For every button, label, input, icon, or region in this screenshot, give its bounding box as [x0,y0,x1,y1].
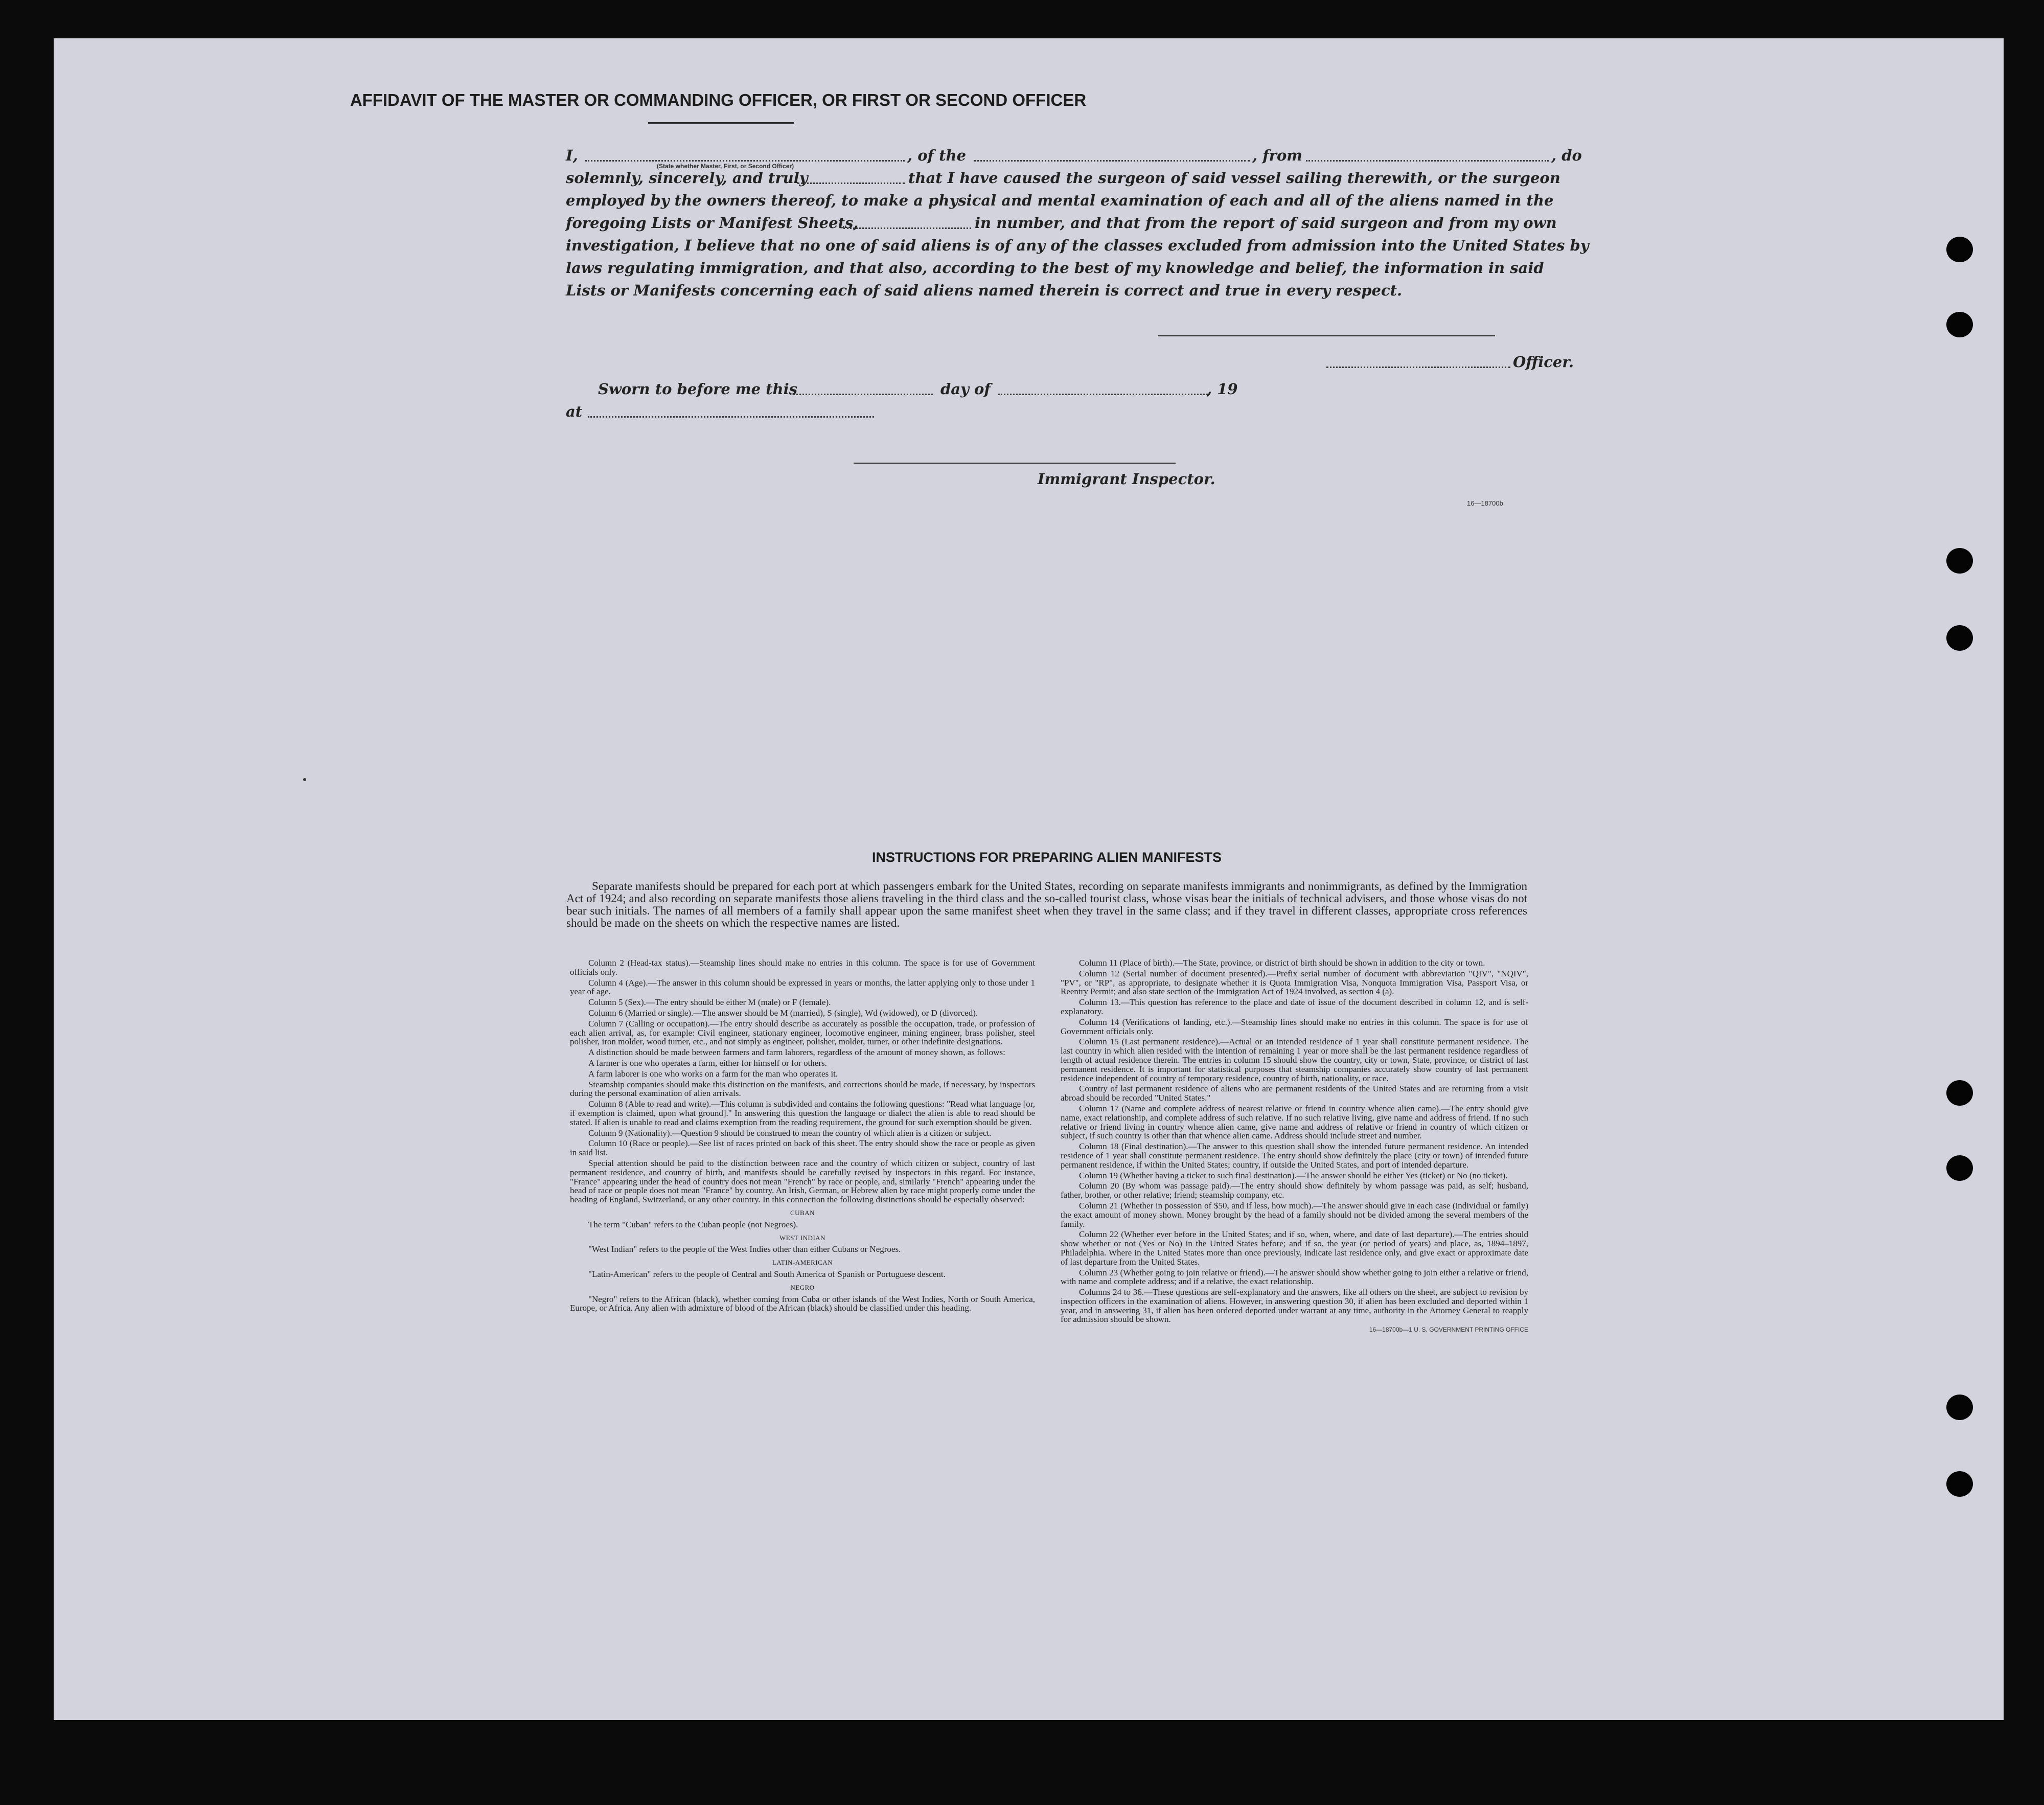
instruction-col12: Column 12 (Serial number of document presented).—Prefix serial number of document with abbreviation "QIV", "NQIV", "PV", or "RP", as appropriate, to designate whether it is Quota Immigration Visa, Nonquota Immigration Visa, Passport Visa, or Reentry Permit; and also state section of the Immigration Act of 1924 involved, as section 4 (a). [1061,968,1528,997]
affidavit-line2a: solemnly, sincerely, and truly [566,169,808,187]
instruction-col11: Column 11 (Place of birth).—The State, province, or district of birth should be shown in addition to the city or town. [1079,958,1485,968]
instructions-right-column [1061,958,1528,1335]
vessel-name-blank [974,160,1250,162]
affidavit-line1-from: , from [1252,147,1302,164]
instruction-col21: Column 21 (Whether in possession of $50, and if less, how much).—The answer should give in each case (individual or family) the exact amount of money shown. Money brought by the head of a family should not be divided among the several members of the family. [1061,1200,1528,1229]
instruction-col19: Column 19 (Whether having a ticket to such final destination).—The answer should be either Yes (ticket) or No (no ticket). [1079,1170,1508,1180]
definition-negro: "Negro" refers to the African (black), whether coming from Cuba or other islands of the West Indies, North or South America, Europe, or Africa. Any alien with admixture of blood of the African (black) should be classified under this heading. [570,1294,1035,1313]
instruction-col17: Column 17 (Name and complete address of nearest relative or friend in country whence alien came).—The entry should give name, exact relationship, and complete address of such relative. If no such relative living, give name and address of friend. If no such relative or friend living in country whence alien came, give name and address of relative or friend in country of which citizen or subject, if such country is other than that whence alien came. Address should include street and number. [1061,1103,1528,1141]
instruction-col18: Column 18 (Final destination).—The answer to this question shall show the intended future permanent residence. An intended residence of 1 year shall constitute permanent residence. The entry should show definitely the place (city or town) of intended future permanent residence, if within the United States; country, if outside the United States, and port of intended departure. [1061,1141,1528,1170]
instructions-left-column [570,958,1035,1314]
instruction-col6: Column 6 (Married or single).—The answer should be M (married), S (single), Wd (widowed), or D (divorced). [588,1008,978,1018]
instruction-col14: Column 14 (Verifications of landing, etc.).—Steamship lines should make no entries in this column. The space is for use of Government officials only. [1061,1017,1528,1036]
instruction-col4: Column 4 (Age).—The answer in this column should be expressed in years or months, the latter applying only to those under 1 year of age. [570,977,1035,997]
affidavit-line3: employed by the owners thereof, to make a physical and mental examination of each and all of the aliens named in the [566,192,1554,209]
instruction-col13: Column 13.—This question has reference to the place and date of issue of the document described in column 12, and is self-explanatory. [1061,997,1528,1016]
affidavit-line1-do: , do [1551,147,1582,164]
punch-hole [1946,625,1973,651]
definition-west-indian: "West Indian" refers to the people of the West Indies other than either Cubans or Negroes. [588,1244,901,1254]
title-underline [648,122,794,124]
affidavit-line1-of-the: , of the [907,147,967,164]
officer-note: (State whether Master, First, or Second Officer) [657,163,794,170]
punch-hole [1946,1080,1973,1106]
oath-blank [797,182,905,184]
stray-mark [303,778,306,781]
sworn-day-blank [790,394,933,395]
affidavit-line4b: in number, and that from the report of said surgeon and from my own [975,214,1557,232]
officer-label: Officer. [1513,353,1574,371]
instruction-col7: Column 7 (Calling or occupation).—The entry should describe as accurately as possible the occupation, trade, or profession of each alien arrival, as, for example: Civil engineer, stationary engineer, locomotive engineer, mining engineer, brass polisher, steel polisher, iron molder, wood turner, etc., and not simply as engineer, polisher, molder, turner, or other indefinite designations. [570,1018,1035,1047]
sworn-b: day of [940,380,991,398]
inspector-label: Immigrant Inspector. [1038,470,1215,488]
sworn-c: , 19 [1207,380,1238,398]
heading-latin-american: LATIN-AMERICAN [772,1259,833,1267]
gpo-footer: 16—18700b—1 U. S. GOVERNMENT PRINTING OFFICE [1369,1326,1528,1334]
punch-hole [1946,312,1973,337]
port-blank [1306,160,1549,162]
at-place-blank [588,416,874,418]
affidavit-line7: Lists or Manifests concerning each of said aliens named therein is correct and true in every respect. [566,282,1403,299]
affidavit-line1-i: I, [566,147,578,164]
instruction-special-attention: Special attention should be paid to the distinction between race and the country of which citizen or subject, country of last permanent residence, and country of birth, and manifests should be carefully revised by inspectors in this regard. For instance, "France" appearing under the head of country does not mean "French" by race or people, and, similarly "French" appearing under the head of race or people does not mean "France" by country. An Irish, German, or Hebrew alien by race might properly come under the heading of England, Switzerland, or any other country. In this connection the following distinctions should be especially observed: [570,1158,1035,1205]
instruction-steamship-distinction: Steamship companies should make this distinction on the manifests, and corrections should be made, if necessary, by inspectors during the personal examination of alien arrivals. [570,1079,1035,1099]
sheet-count-blank [843,227,971,229]
instruction-col5: Column 5 (Sex).—The entry should be either M (male) or F (female). [588,997,831,1008]
affidavit-line2b: that I have caused the surgeon of said vessel sailing therewith, or the surgeon [908,169,1560,187]
instruction-farm-distinction: A distinction should be made between farmers and farm laborers, regardless of the amount of money shown, as follows: [588,1047,1005,1058]
heading-negro: NEGRO [790,1283,815,1291]
instructions-title: INSTRUCTIONS FOR PREPARING ALIEN MANIFESTS [871,850,1222,865]
instruction-col2: Column 2 (Head-tax status).—Steamship lines should make no entries in this column. The space is for use of Government officials only. [570,958,1035,977]
instruction-col15: Column 15 (Last permanent residence).—Actual or an intended residence of 1 year shall constitute permanent residence. The last country in which alien resided with the intention of remaining 1 year or more shall be the last permanent residence regardless of length of actual residence therein. The entries in column 15 should show the country, city or town, State, province, or district of last permanent residence. It is important for statistical purposes that steamship companies accurately show country of last permanent residence independent of country of temporary residence, country of birth, nationality, or race. [1061,1037,1528,1083]
instruction-col8: Column 8 (Able to read and write).—This column is subdivided and contains the following questions: "Read what language [or, if exemption is claimed, upon what ground]." In answering this question the language or dialect the alien is able to read should be stated. If alien is unable to read and claims exemption from the reading requirement, the ground for such exemption should be given. [570,1099,1035,1127]
sworn-a: Sworn to before me this [598,380,797,398]
manifest-sheet [54,38,2004,1720]
definition-cuban: The term "Cuban" refers to the Cuban people (not Negroes). [588,1219,798,1229]
instruction-col20: Column 20 (By whom was passage paid).—The entry should show definitely by whom passage was paid, as self; husband, father, brother, or other relative; friend; steamship company, etc. [1061,1181,1528,1200]
instruction-col23: Column 23 (Whether going to join relative or friend).—The answer should show whether going to join either a relative or friend, with name and complete address; and if a relative, the exact relationship. [1061,1267,1528,1287]
instruction-farmer: A farmer is one who operates a farm, either for himself or for others. [588,1058,827,1068]
form-code: 16—18700b [1467,499,1503,507]
officer-title-blank [585,160,905,162]
instruction-col22: Column 22 (Whether ever before in the United States; and if so, when, where, and date of last departure).—The entries should show whether or not (Yes or No) in the United States before; and if so, the year (or period of years) and place, as, 1894–1897, Philadelphia. Where in the United States more than once previously, indicate last residence only, and give exact or approximate date of last departure from the United States. [1061,1229,1528,1267]
signature-line [1158,335,1495,336]
instruction-col10: Column 10 (Race or people).—See list of races printed on back of this sheet. The entry should show the race or people as given in said list. [570,1138,1035,1158]
definition-latin-american: "Latin-American" refers to the people of Central and South America of Spanish or Portuguese descent. [588,1269,946,1279]
heading-cuban: CUBAN [790,1208,815,1217]
at-label: at [566,403,583,420]
affidavit-line6: laws regulating immigration, and that also, according to the best of my knowledge and belief, the information in said [566,259,1544,277]
punch-hole [1946,1471,1973,1497]
instruction-residence-us: Country of last permanent residence of aliens who are permanent residents of the United States and are returning from a visit abroad should be recorded "United States." [1061,1084,1528,1103]
punch-hole [1946,1395,1973,1420]
punch-hole [1946,548,1973,574]
affidavit-line5: investigation, I believe that no one of said aliens is of any of the classes excluded from admission into the United States by [566,237,1589,254]
punch-hole [1946,1155,1973,1181]
inspector-signature-line [854,463,1176,464]
affidavit-line4a: foregoing Lists or Manifest Sheets, [566,214,859,232]
affidavit-title: AFFIDAVIT OF THE MASTER OR COMMANDING OFFICER, OR FIRST OR SECOND OFFICER [350,90,1087,109]
instruction-col24-36: Columns 24 to 36.—These questions are self-explanatory and the answers, like all others on the sheet, are subject to revision by inspection officers in the examination of aliens. However, in answering question 30, if alien has been excluded and deported within 1 year, and in answering 31, if alien has been ordered deported under warrant at any time, authority in the Attorney General to reapply for admission should be shown. [1061,1287,1528,1324]
instructions-intro: Separate manifests should be prepared for each port at which passengers embark for the United States, recording on separate manifests immigrants and nonimmigrants, as defined by the Immigration Act of 1924; and also recording on separate manifests those aliens traveling in the third class and the so-called tourist class, whose visas bear the initials of technical advisers, and those whose visas do not bear such initials. The names of all members of a family shall appear upon the same manifest sheet when they travel in the same class; and if they travel in different classes, appropriate cross references should be made on the sheets on which the respective names are listed. [566,880,1527,929]
sworn-month-blank [998,394,1208,395]
punch-hole [1946,237,1973,262]
heading-west-indian: WEST INDIAN [779,1233,826,1242]
officer-signature-blank [1326,367,1510,368]
instruction-col9: Column 9 (Nationality).—Question 9 should be construed to mean the country of which alien is a citizen or subject. [588,1128,992,1138]
instruction-farm-laborer: A farm laborer is one who works on a farm for the man who operates it. [588,1068,838,1079]
